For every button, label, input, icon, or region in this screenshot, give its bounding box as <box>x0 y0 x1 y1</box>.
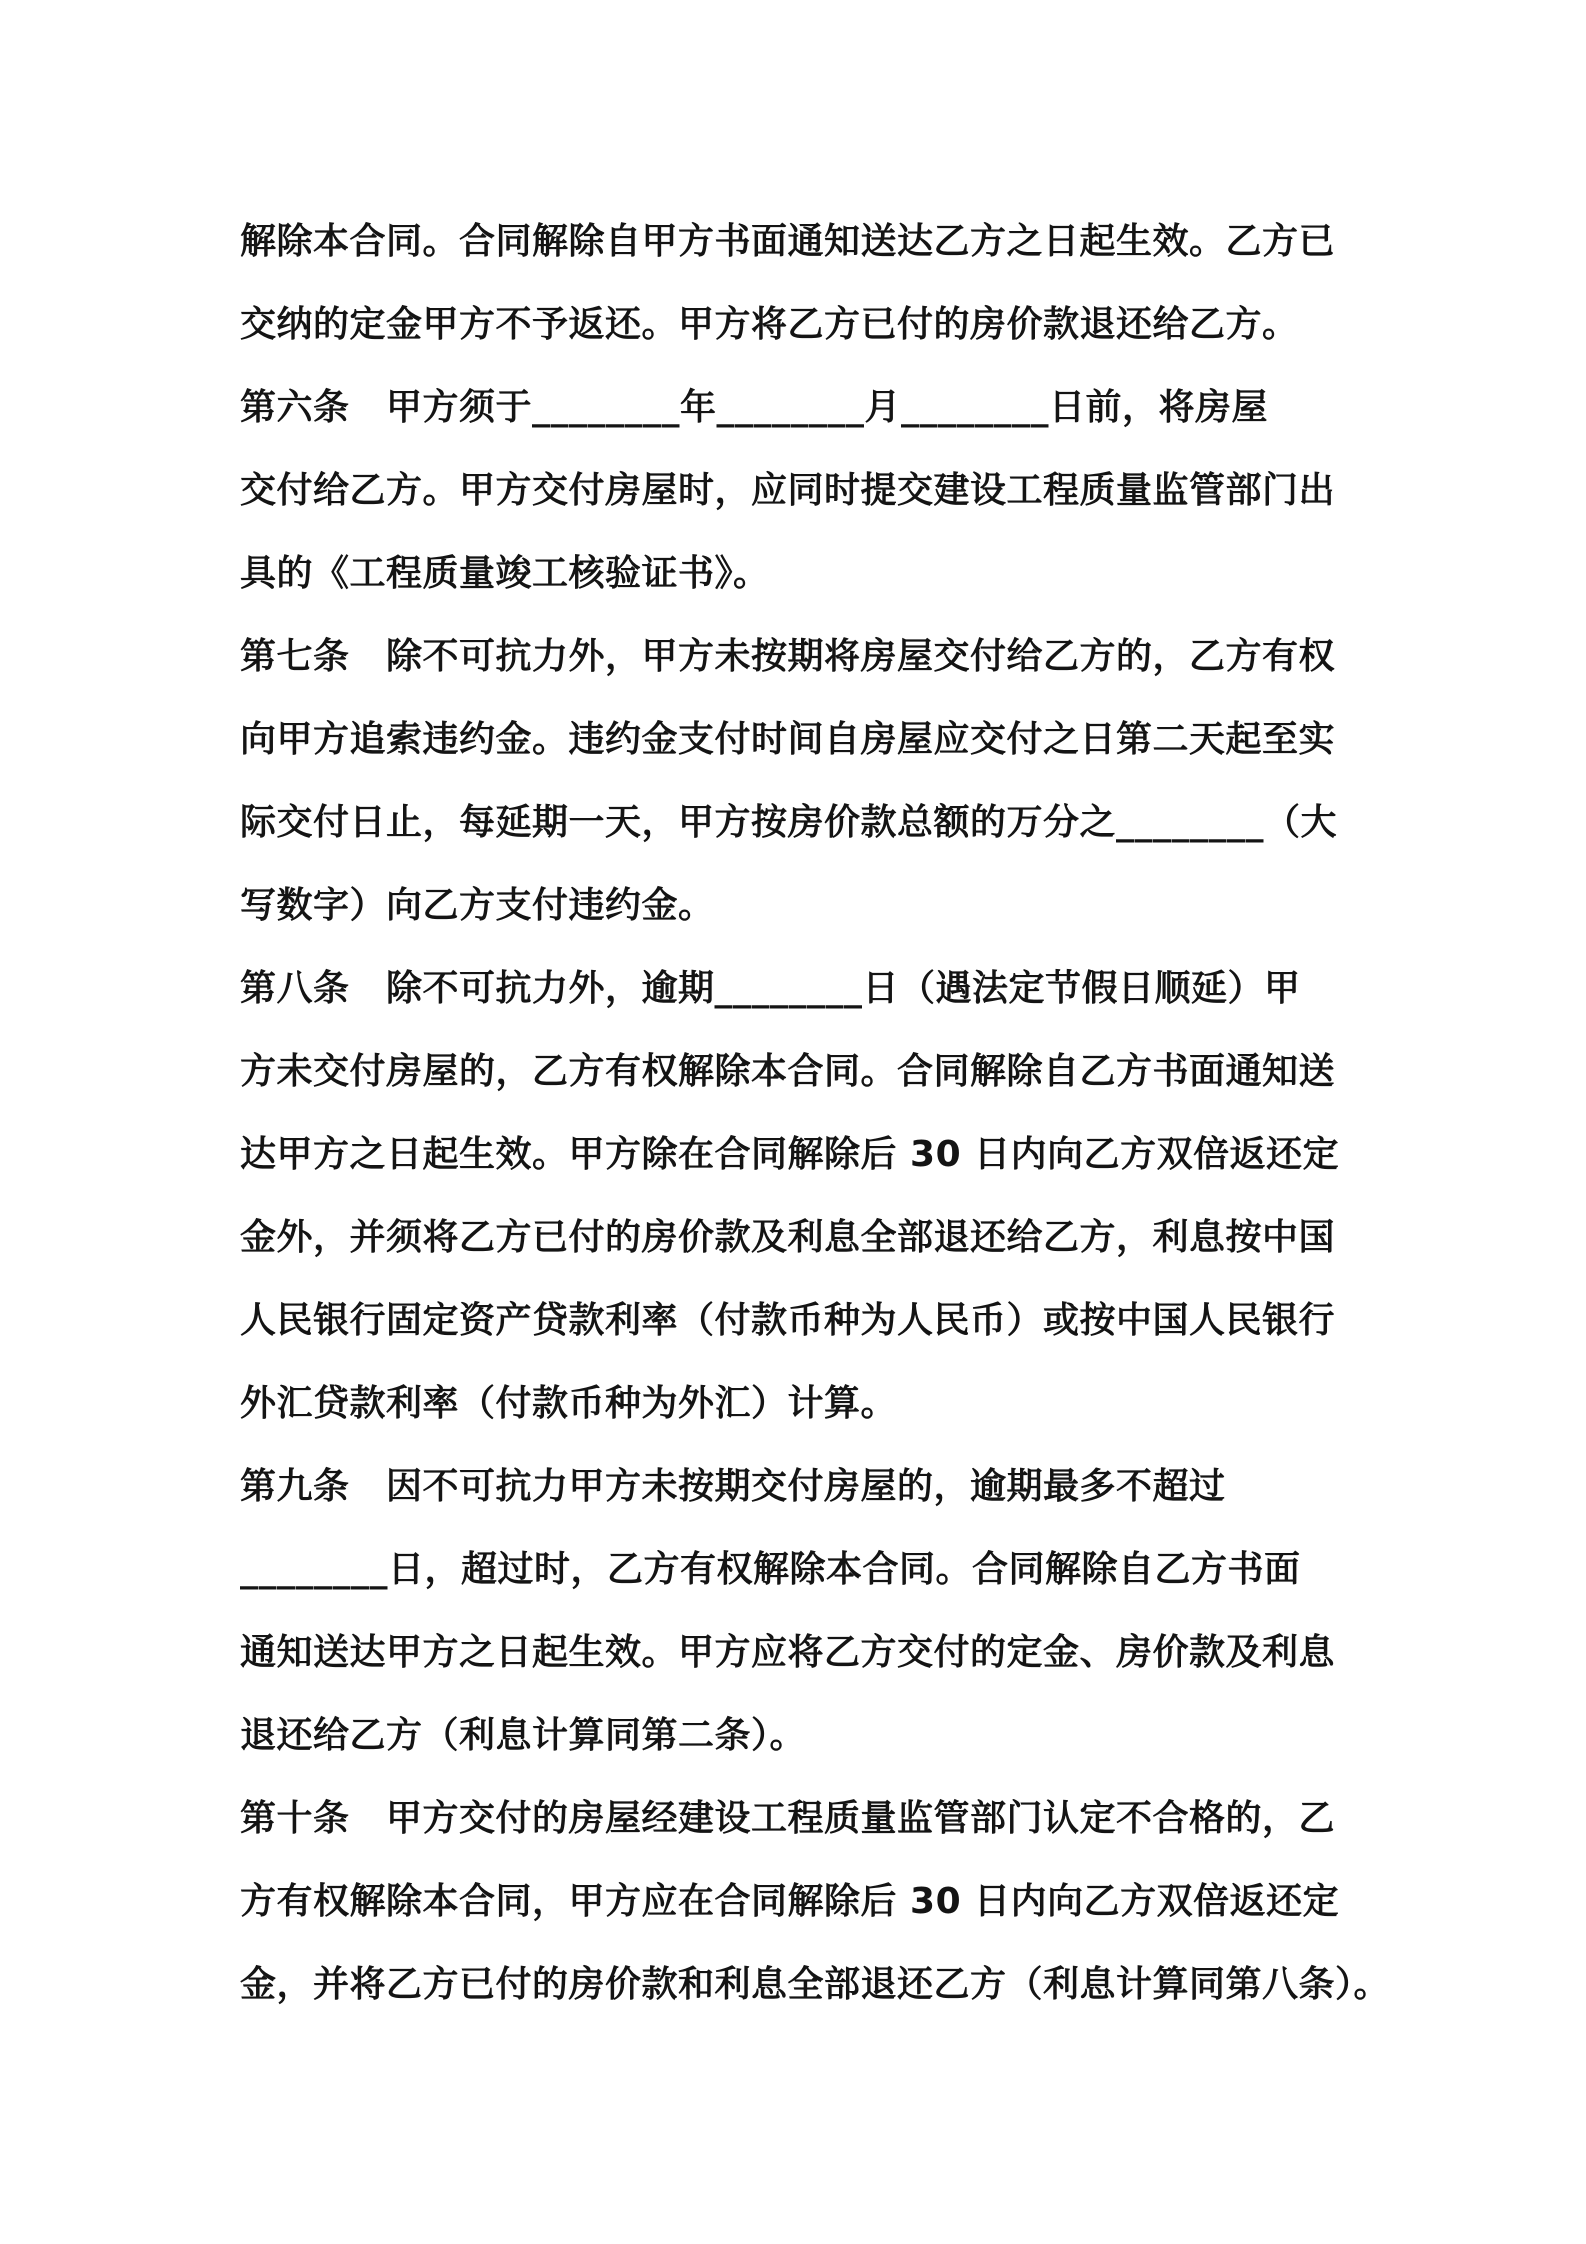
text-line: 解除本合同。合同解除自甲方书面通知送达乙方之日起生效。乙方已 <box>240 221 1336 262</box>
article-9-line: 第九条 因不可抗力甲方未按期交付房屋的，逾期最多不超过 <box>240 1466 1226 1507</box>
text-line: 方未交付房屋的，乙方有权解除本合同。合同解除自乙方书面通知送 <box>240 1051 1336 1092</box>
text-line: 退还给乙方（利息计算同第二条）。 <box>240 1715 807 1756</box>
text-line: 具的《工程质量竣工核验证书》。 <box>240 553 770 594</box>
text-line: 交纳的定金甲方不予返还。甲方将乙方已付的房价款退还给乙方。 <box>240 304 1299 345</box>
text-line: 金，并将乙方已付的房价款和利息全部退还乙方（利息计算同第八条）。 <box>240 1964 1391 2005</box>
text-line: 向甲方追索违约金。违约金支付时间自房屋应交付之日第二天起至实 <box>240 719 1336 760</box>
text-line: 人民银行固定资产贷款利率（付款币种为人民币）或按中国人民银行 <box>240 1300 1336 1341</box>
text-line: 际交付日止，每延期一天，甲方按房价款总额的万分之________（大 <box>240 802 1338 843</box>
text-line: 通知送达甲方之日起生效。甲方应将乙方交付的定金、房价款及利息 <box>240 1632 1336 1673</box>
contract-page <box>240 200 1391 2026</box>
text-line: 方有权解除本合同，甲方应在合同解除后 30 日内向乙方双倍返还定 <box>240 1881 1340 1922</box>
article-10-line: 第十条 甲方交付的房屋经建设工程质量监管部门认定不合格的，乙 <box>240 1798 1336 1839</box>
article-8-line: 第八条 除不可抗力外，逾期________日（遇法定节假日顺延）甲 <box>240 968 1301 1009</box>
text-line: 达甲方之日起生效。甲方除在合同解除后 30 日内向乙方双倍返还定 <box>240 1134 1340 1175</box>
text-line: 外汇贷款利率（付款币种为外汇）计算。 <box>240 1383 898 1424</box>
text-line: ________日，超过时，乙方有权解除本合同。合同解除自乙方书面 <box>240 1549 1301 1590</box>
text-line: 交付给乙方。甲方交付房屋时，应同时提交建设工程质量监管部门出 <box>240 470 1336 511</box>
article-7-line: 第七条 除不可抗力外，甲方未按期将房屋交付给乙方的，乙方有权 <box>240 636 1336 677</box>
text-line: 写数字）向乙方支付违约金。 <box>240 885 715 926</box>
text-line: 金外，并须将乙方已付的房价款及利息全部退还给乙方，利息按中国 <box>240 1217 1336 1258</box>
article-6-line: 第六条 甲方须于________年________月________日前，将房屋 <box>240 387 1269 428</box>
